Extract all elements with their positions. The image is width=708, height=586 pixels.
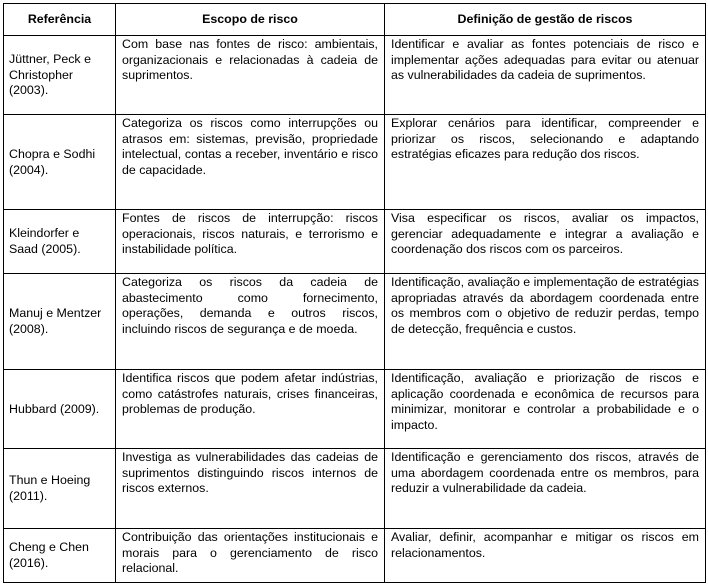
table-row — [4, 115, 706, 210]
definition-cell: Explorar cenários para identificar, compreender e priorizar os riscos, selecionando e adaptando estratégias eficazes para redução dos riscos. — [385, 115, 706, 210]
table-row — [4, 449, 706, 529]
scope-cell: Identifica riscos que podem afetar indústrias, como catástrofes naturais, crises financeiras, problemas de produção. — [116, 370, 385, 449]
reference-cell: Kleindorfer e Saad (2005). — [4, 210, 116, 274]
scope-cell: Com base nas fontes de risco: ambientais, organizacionais e relacionadas à cadeia de suprimentos. — [116, 36, 385, 115]
header-escopo-de-risco: Escopo de risco — [116, 4, 385, 36]
header-referencia: Referência — [4, 4, 116, 36]
table-row — [4, 210, 706, 274]
reference-cell: Cheng e Chen (2016). — [4, 529, 116, 583]
scope-cell: Contribuição das orientações institucionais e morais para o gerenciamento de risco relacional. — [116, 529, 385, 583]
reference-cell: Thun e Hoeing (2011). — [4, 449, 116, 529]
scope-cell: Investiga as vulnerabilidades das cadeias de suprimentos distinguindo riscos internos de riscos externos. — [116, 449, 385, 529]
reference-cell: Jüttner, Peck e Christopher (2003). — [4, 36, 116, 115]
scope-cell: Categoriza os riscos da cadeia de abastecimento como fornecimento, operações, demanda e outros riscos, incluindo riscos de segurança e de moeda. — [116, 274, 385, 370]
header-definicao-de-gestao: Definição de gestão de riscos — [385, 4, 706, 36]
risk-management-table — [3, 3, 706, 583]
scope-cell: Categoriza os riscos como interrupções ou atrasos em: sistemas, previsão, propriedade intelectual, contas a receber, inventário e risco de capacidade. — [116, 115, 385, 210]
table-row — [4, 529, 706, 583]
reference-cell: Chopra e Sodhi (2004). — [4, 115, 116, 210]
table-header-row — [4, 4, 706, 36]
definition-cell: Identificação e gerenciamento dos riscos, através de uma abordagem coordenada entre os membros, para reduzir a vulnerabilidade da cadeia. — [385, 449, 706, 529]
definition-cell: Identificação, avaliação e implementação de estratégias apropriadas através da abordagem coordenada entre os membros com o objetivo de reduzir perdas, tempo de detecção, frequência e custos. — [385, 274, 706, 370]
definition-cell: Identificação, avaliação e priorização de riscos e aplicação coordenada e econômica de recursos para minimizar, monitorar e controlar a probabilidade e o impacto. — [385, 370, 706, 449]
definition-cell: Visa especificar os riscos, avaliar os impactos, gerenciar adequadamente e integrar a avaliação e coordenação dos riscos com os parceiros. — [385, 210, 706, 274]
reference-cell: Hubbard (2009). — [4, 370, 116, 449]
table-row — [4, 274, 706, 370]
table-row — [4, 36, 706, 115]
scope-cell: Fontes de riscos de interrupção: riscos operacionais, riscos naturais, e terrorismo e instabilidade política. — [116, 210, 385, 274]
definition-cell: Identificar e avaliar as fontes potenciais de risco e implementar ações adequadas para evitar ou atenuar as vulnerabilidades da cadeia de suprimentos. — [385, 36, 706, 115]
definition-cell: Avaliar, definir, acompanhar e mitigar os riscos em relacionamentos. — [385, 529, 706, 583]
reference-cell: Manuj e Mentzer (2008). — [4, 274, 116, 370]
table-row — [4, 370, 706, 449]
